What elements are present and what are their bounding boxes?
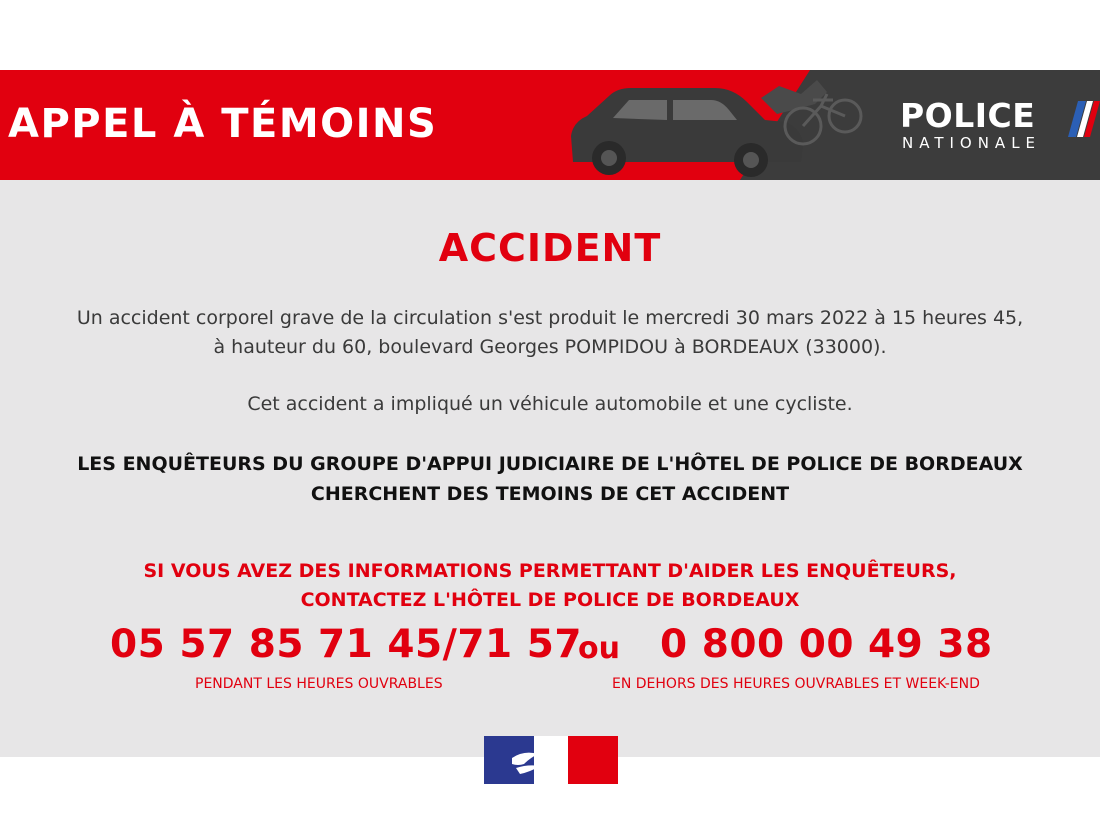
description-line: Un accident corporel grave de la circulation s'est produit le mercredi 30 mars 2022 à 15 heures 45, [76,307,1024,329]
investigators-notice [0,449,1100,509]
contact-line: SI VOUS AVEZ DES INFORMATIONS PERMETTANT D'AIDER LES ENQUÊTEURS, [143,560,957,582]
investigators-line: CHERCHENT DES TEMOINS DE CET ACCIDENT [310,483,790,505]
phone-alt-hours-note: EN DEHORS DES HEURES OUVRABLES ET WEEK-END [612,676,980,692]
accident-description [0,304,1100,362]
car-crash-illustration [565,70,865,180]
phone-main[interactable]: 05 57 85 71 45/71 57 [110,622,583,667]
police-logo-line1: POLICE [900,96,1036,135]
investigators-line: LES ENQUÊTEURS DU GROUPE D'APPUI JUDICIAIRE DE L'HÔTEL DE POLICE DE BORDEAUX [77,453,1023,475]
marianne-logo [484,736,618,784]
phone-main-hours-note: PENDANT LES HEURES OUVRABLES [195,676,443,692]
involvement-text: Cet accident a impliqué un véhicule automobile et une cycliste. [247,393,853,415]
contact-instructions [0,557,1100,615]
tricolor-stripes-icon [1068,101,1100,137]
police-logo-line2: NATIONALE [902,134,1042,152]
description-line: à hauteur du 60, boulevard Georges POMPIDOU à BORDEAUX (33000). [213,336,887,358]
police-nationale-logo [900,97,1100,157]
header-banner [0,70,1100,180]
contact-line: CONTACTEZ L'HÔTEL DE POLICE DE BORDEAUX [300,589,800,611]
phone-separator: ou [578,631,620,666]
phone-alt[interactable]: 0 800 00 49 38 [660,622,993,667]
header-title: APPEL À TÉMOINS [8,101,438,147]
accident-title: ACCIDENT [438,226,662,270]
phone-numbers [0,618,1100,672]
